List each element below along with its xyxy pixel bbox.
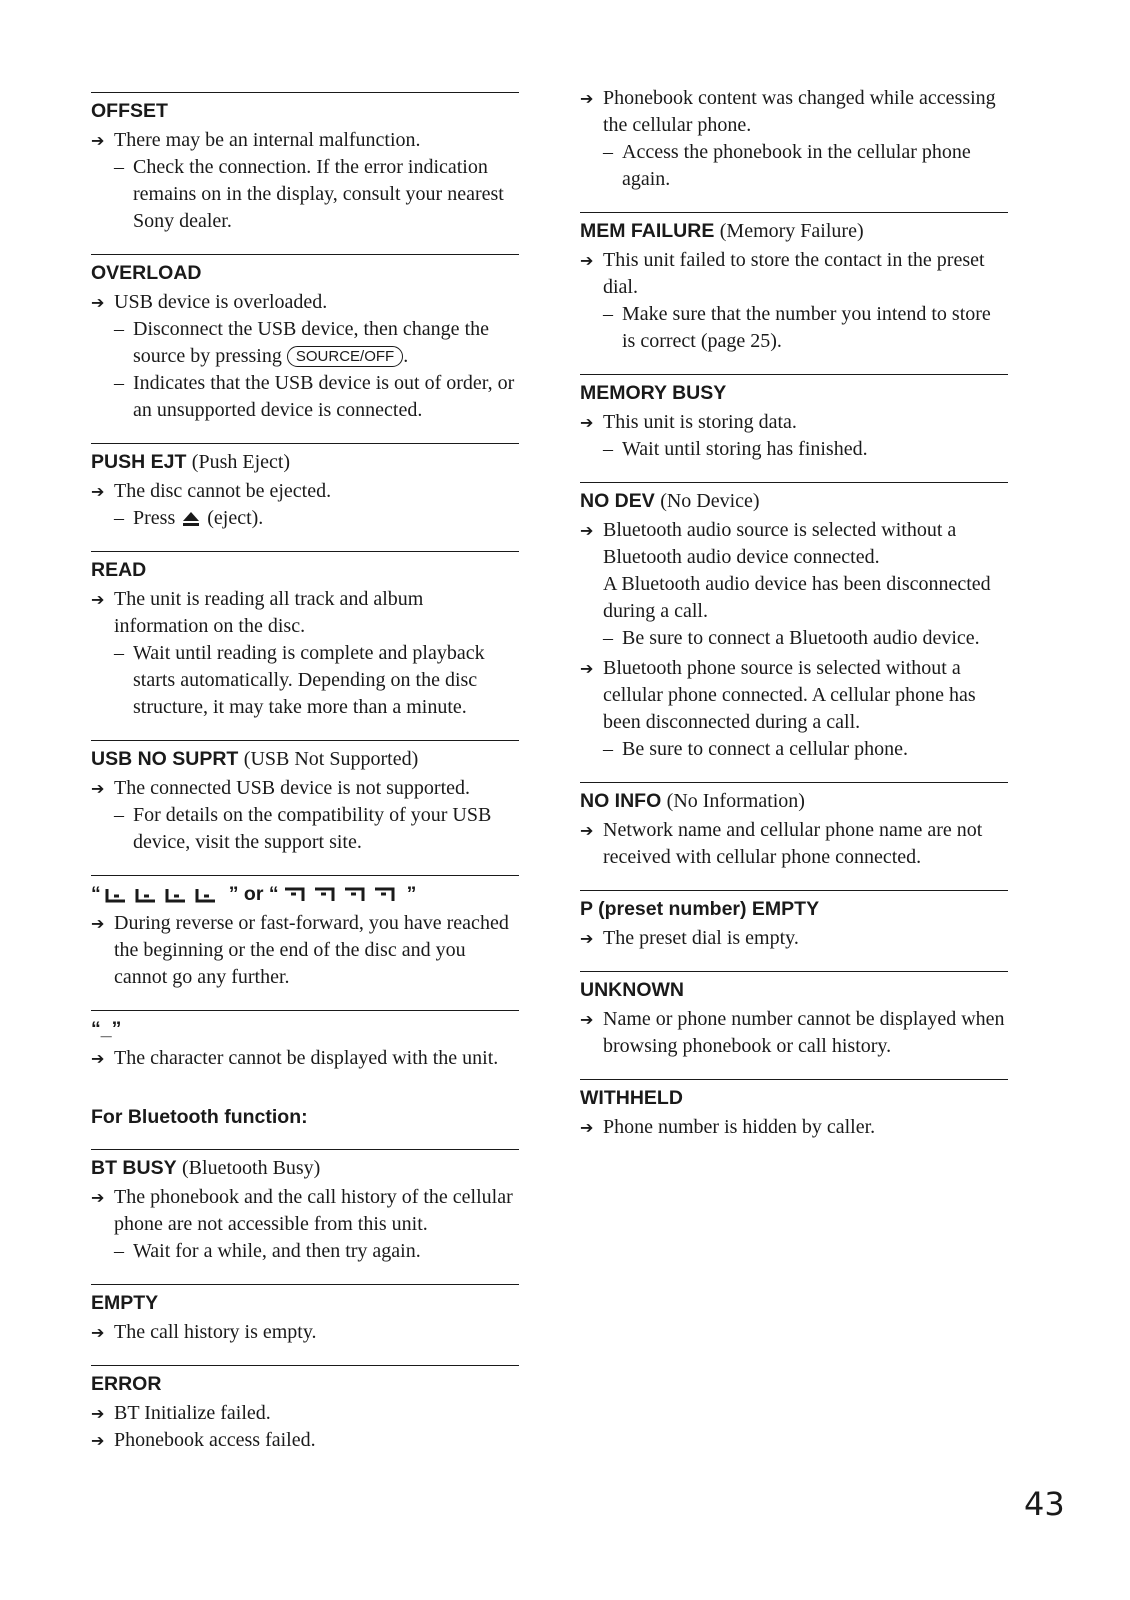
phonebook-changed-remedy: – Access the phonebook in the cellular phone again. (603, 141, 971, 190)
arrow-icon: ➔ (91, 131, 105, 150)
unknown-section (580, 971, 1008, 1060)
arrow-icon: ➔ (580, 821, 594, 840)
error-section (91, 1365, 519, 1454)
read-heading: READ (91, 559, 147, 581)
memory-busy-section (580, 374, 1008, 463)
preset-empty-cause: ➔ The preset dial is empty. (580, 925, 1008, 952)
arrow-icon: ➔ (580, 659, 594, 678)
offset-section (91, 92, 519, 235)
bluetooth-function-heading: For Bluetooth function: (91, 1106, 308, 1128)
no-dev-heading: NO DEV (No Device) (580, 490, 760, 512)
empty-cause: ➔ The call history is empty. (91, 1319, 519, 1346)
push-ejt-section (91, 443, 519, 532)
track-limit-heading: “ ” or “ ” (91, 883, 417, 905)
arrow-icon: ➔ (91, 590, 105, 609)
no-info-cause: ➔ Network name and cellular phone name are not received with cellular phone connected. (580, 819, 983, 868)
empty-heading: EMPTY (91, 1292, 159, 1314)
arrow-icon: ➔ (580, 89, 594, 108)
no-dev-cause-1: ➔ Bluetooth audio source is selected without a Bluetooth audio device connected. A Bluetooth audio device has been disconnected during a call. (580, 519, 991, 622)
memory-busy-remedy: – Wait until storing has finished. (603, 438, 868, 460)
usb-no-suprt-heading: USB NO SUPRT (USB Not Supported) (91, 748, 419, 770)
unknown-cause: ➔ Name or phone number cannot be displayed when browsing phonebook or call history. (580, 1008, 1005, 1057)
overload-remedy-1: – Disconnect the USB device, then change the source by pressing SOURCE/OFF . (114, 318, 489, 367)
arrow-icon: ➔ (91, 293, 105, 312)
bt-busy-heading: BT BUSY (Bluetooth Busy) (91, 1157, 321, 1179)
phonebook-changed-section (580, 85, 1008, 193)
preset-empty-heading: P (preset number) EMPTY (580, 898, 820, 920)
arrow-icon: ➔ (580, 1118, 594, 1137)
usb-no-suprt-remedy: – For details on the compatibility of your USB device, visit the support site. (114, 804, 492, 853)
error-cause-1: ➔ BT Initialize failed. (91, 1400, 519, 1427)
push-ejt-cause: ➔ The disc cannot be ejected. (91, 478, 519, 505)
offset-heading: OFFSET (91, 100, 168, 122)
read-section (91, 551, 519, 721)
withheld-section (580, 1079, 1008, 1141)
memory-busy-heading: MEMORY BUSY (580, 382, 727, 404)
arrow-icon: ➔ (91, 1049, 105, 1068)
arrow-icon: ➔ (91, 1431, 105, 1450)
eject-icon (182, 511, 200, 527)
arrow-icon: ➔ (580, 251, 594, 270)
error-cause-2: ➔ Phonebook access failed. (91, 1427, 519, 1454)
usb-no-suprt-section (91, 740, 519, 856)
arrow-icon: ➔ (580, 1010, 594, 1029)
arrow-icon: ➔ (91, 1188, 105, 1207)
overload-remedy-2: – Indicates that the USB device is out of order, or an unsupported device is connected. (114, 372, 515, 421)
no-info-heading: NO INFO (No Information) (580, 790, 805, 812)
usb-no-suprt-cause: ➔ The connected USB device is not supported. (91, 775, 519, 802)
overload-heading: OVERLOAD (91, 262, 202, 284)
page-number: 43 (1024, 1485, 1065, 1523)
upper-segment-symbols-icon (281, 886, 405, 904)
overload-section (91, 254, 519, 424)
lower-segment-symbols-icon (103, 886, 227, 904)
mem-failure-cause: ➔ This unit failed to store the contact in the preset dial. (580, 249, 985, 298)
left-column (91, 0, 519, 1473)
memory-busy-cause: ➔ This unit is storing data. (580, 409, 1008, 436)
unknown-heading: UNKNOWN (580, 979, 684, 1001)
offset-remedy: – Check the connection. If the error indication remains on in the display, consult your nearest Sony dealer. (114, 156, 504, 232)
preset-empty-section (580, 890, 1008, 952)
arrow-icon: ➔ (91, 779, 105, 798)
read-cause: ➔ The unit is reading all track and album information on the disc. (91, 588, 424, 637)
bt-busy-section (91, 1149, 519, 1265)
track-limit-section (91, 875, 519, 991)
char-cause: ➔ The character cannot be displayed with the unit. (91, 1045, 519, 1072)
arrow-icon: ➔ (580, 929, 594, 948)
push-ejt-remedy: – Press (eject). (114, 507, 264, 529)
phonebook-changed-cause: ➔ Phonebook content was changed while accessing the cellular phone. (580, 87, 996, 136)
read-remedy: – Wait until reading is complete and playback starts automatically. Depending on the disc structure, it may take more than a minute. (114, 642, 485, 718)
arrow-icon: ➔ (580, 413, 594, 432)
bt-busy-remedy: – Wait for a while, and then try again. (114, 1240, 421, 1262)
char-heading: “_” (91, 1018, 122, 1040)
no-dev-cause-2: ➔ Bluetooth phone source is selected without a cellular phone connected. A cellular phone has been disconnected during a call. (580, 657, 976, 733)
arrow-icon: ➔ (91, 1404, 105, 1423)
withheld-cause: ➔ Phone number is hidden by caller. (580, 1114, 1008, 1141)
char-section (91, 1010, 519, 1072)
source-off-key: SOURCE/OFF (287, 346, 403, 367)
arrow-icon: ➔ (580, 521, 594, 540)
arrow-icon: ➔ (91, 482, 105, 501)
withheld-heading: WITHHELD (580, 1087, 683, 1109)
no-dev-remedy-1: – Be sure to connect a Bluetooth audio device. (603, 627, 980, 649)
no-dev-section (580, 482, 1008, 763)
mem-failure-section (580, 212, 1008, 355)
no-dev-remedy-2: – Be sure to connect a cellular phone. (603, 738, 908, 760)
track-limit-cause: ➔ During reverse or fast-forward, you have reached the beginning or the end of the disc and you cannot go any further. (91, 912, 509, 988)
bt-busy-cause: ➔ The phonebook and the call history of the cellular phone are not accessible from this unit. (91, 1186, 513, 1235)
arrow-icon: ➔ (91, 1323, 105, 1342)
offset-cause: ➔ There may be an internal malfunction. (91, 127, 519, 154)
overload-cause: ➔ USB device is overloaded. (91, 289, 519, 316)
mem-failure-remedy: – Make sure that the number you intend to store is correct (page 25). (603, 303, 991, 352)
mem-failure-heading: MEM FAILURE (Memory Failure) (580, 220, 864, 242)
empty-section (91, 1284, 519, 1346)
right-column (580, 0, 1008, 1160)
no-info-section (580, 782, 1008, 871)
error-heading: ERROR (91, 1373, 162, 1395)
arrow-icon: ➔ (91, 914, 105, 933)
push-ejt-heading: PUSH EJT (Push Eject) (91, 451, 291, 473)
